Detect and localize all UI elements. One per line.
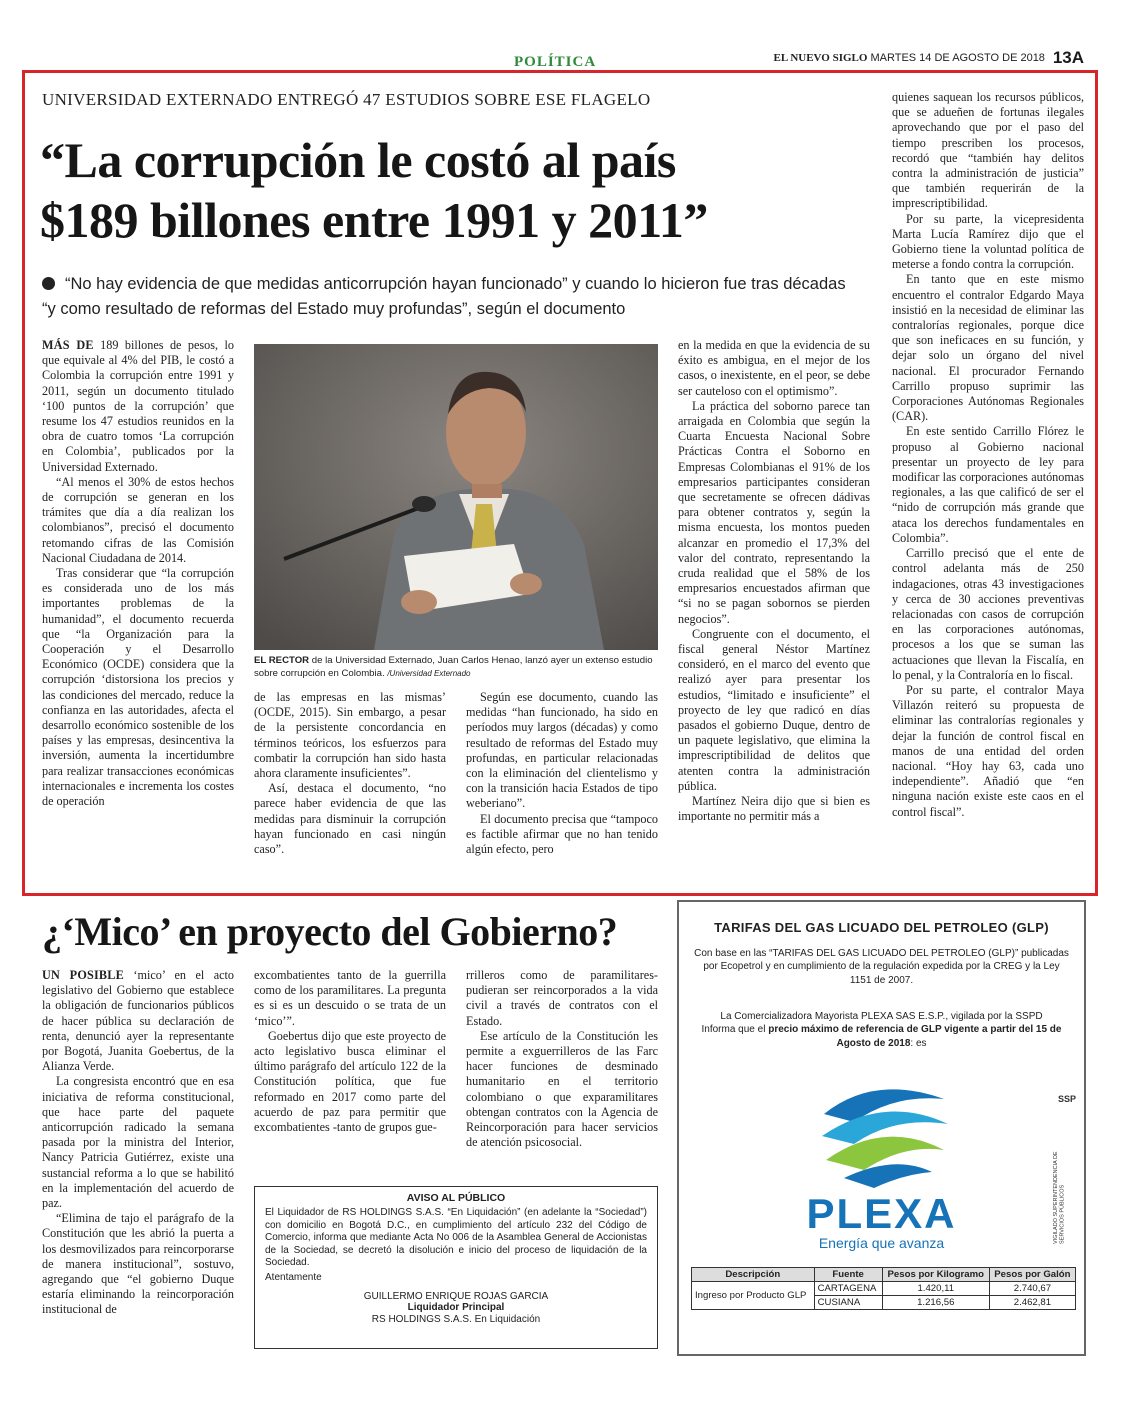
description-cell: Ingreso por Producto GLP — [692, 1282, 815, 1310]
speaker-illustration — [254, 344, 658, 650]
paragraph: Por su parte, el contralor Maya Villazón reiteró su propuesta de eliminar las contralorías regionales y dejar la función de control fiscal en manos de una entidad del orden nacional. “Hoy hay 63, cada uno independiente”. Añadió que “en ninguna nación existe este caos en el control fiscal”. — [892, 682, 1084, 819]
notice-title: AVISO AL PÚBLICO — [406, 1192, 506, 1204]
paragraph: quienes saquean los recursos públicos, que se adueñen de fortunas ilegales aprovechando que por el paso del tiempo prescriben los procesos, recordó que “también hay delitos contra la administración de justicia” que también requerirán de la imprescriptibilidad. — [892, 90, 1084, 211]
ad-info-line-1: La Comercializadora Mayorista PLEXA SAS E.S.P., vigilada por la SSPD — [720, 1011, 1043, 1022]
paragraph-text: 189 billones de pesos, lo que equivale al 4% del PIB, le costó a Colombia la corrupción entre 1991 y 2011, según un documento titulado ‘100 puntos de la corrupción’ que resume los 47 estudios reunidos en la obra de cuatro tomos ‘La corrupción en Colombia’, publicados por la Universidad Externado. — [42, 338, 234, 474]
story-deck — [42, 272, 852, 322]
price-kg-cell: 1.420,11 — [882, 1282, 989, 1296]
deck-text: “No hay evidencia de que medidas anticorrupción hayan funcionado” y cuando lo hicieron fue tras décadas “y como resultado de reformas del Estado muy profundas”, según el documento — [42, 275, 846, 318]
lead-column-4 — [678, 338, 870, 825]
bullet-icon — [42, 277, 55, 290]
secondary-headline: ¿‘Mico’ en proyecto del Gobierno? — [42, 909, 618, 954]
paragraph: El documento precisa que “tampoco es factible afirmar que no han tenido algún efecto, pero — [466, 811, 658, 857]
paragraph: Carrillo precisó que el ente de control adelanta más de 250 indagaciones, otras 43 investigaciones y cerca de 30 acciones preventivas relacionadas con casos de corrupción en las corporaciones autónomas, procesos a los que se suman las actuaciones que llevan la Fiscalía, en lo penal, y la Contraloría en lo fiscal. — [892, 546, 1084, 682]
source-cell: CARTAGENA — [814, 1282, 882, 1296]
ad-title: TARIFAS DEL GAS LICUADO DEL PETROLEO (GLP) — [714, 920, 1049, 935]
paragraph: La práctica del soborno parece tan arraigada en Colombia que según la Cuarta Encuesta Nacional Sobre Prácticas Contra el Soborno en Empresas Colombianas el 91% de los empresarios participantes consideran que secretamente se ofrecen dádivas para obtener contratos y, según la misma encuesta, los montos pueden alcanzar en promedio el 17,3% del valor del contrato, representando la cruda realidad que el 58% de los empresarios encuestados afirman que “si no se pagan sobornos se pierden negocios”. — [678, 398, 870, 626]
column-header: Pesos por Galón — [989, 1268, 1075, 1282]
paragraph: Congruente con el documento, el fiscal general Néstor Martínez consideró, en el marco del evento que realizó ayer para presentar los estudios, “limitado e insuficiente” el proyecto de ley que radicó en días pasados el gobierno Duque, dentro de un paquete legislativo, que elimina la imprescriptibilidad de delitos que atenten contra la administración pública. — [678, 626, 870, 793]
lead-in: UN POSIBLE — [42, 968, 124, 982]
plexa-logo-icon — [814, 1074, 954, 1192]
headline — [40, 130, 880, 250]
ad-info-line-2 — [693, 1023, 1070, 1050]
photo-credit: /Universidad Externado — [387, 668, 471, 678]
plexa-tagline: Energía que avanza — [818, 1235, 945, 1251]
mico-column-1 — [42, 968, 234, 1318]
paragraph: Goebertus dijo que este proyecto de acto legislativo busca eliminar el último parágrafo del artículo 122 de la Constitución política, que fue reformado en 2017 como parte del acuerdo de paz para permitir que excombatientes -tanto de grupos gue- — [254, 1028, 446, 1135]
signer-company: RS HOLDINGS S.A.S. En Liquidación — [371, 1313, 541, 1325]
ad-info-bold: precio máximo de referencia de GLP vigente a partir del 15 de Agosto de 2018 — [768, 1024, 1062, 1049]
paragraph: Por su parte, la vicepresidenta Marta Lucía Ramírez dijo que el Gobierno tiene la voluntad política de meterse a fondo contra la corrupción. — [892, 211, 1084, 272]
caption-text: de la Universidad Externado, Juan Carlos Henao, lanzó ayer un extenso estudio sobre corrupción en Colombia. — [254, 655, 653, 679]
column-header: Descripción — [692, 1268, 815, 1282]
glp-price-table — [691, 1267, 1076, 1310]
lead-column-5 — [892, 90, 1084, 820]
caption-lead: EL RECTOR — [254, 655, 310, 666]
notice-closing: Atentamente — [265, 1272, 322, 1284]
paragraph: en la medida en que la evidencia de su éxito es ambigua, en el mejor de los casos, o inexistente, en el peor, se debe ser cauteloso con el optimismo”. — [678, 338, 870, 398]
paragraph: En tanto que en este mismo encuentro el contralor Edgardo Maya insistió en la necesidad de eliminar las contralorías regionales, porque dice que son ineficaces en su función, y dejar solo un órgano del nivel nacional. El procurador Fernando Carrillo propuso suprimir las Corporaciones Autónomas Regionales (CAR). — [892, 272, 1084, 424]
ssp-vigilado-text: VIGILADO SUPERINTENDENCIA DE SERVICIOS PÚBLICOS — [1053, 1151, 1066, 1244]
paragraph: Tras considerar que “la corrupción es considerada uno de los más importantes problemas de la humanidad”, el documento recuerda que “la Organización para la Cooperación y el Desarrollo Económico (OCDE) considera que la corrupción ‘distorsiona los precios y las condiciones del mercado, reduce la confianza en las autoridades, afecta el desarrollo económico sostenible de los países y las empresas, desincentiva la inversión, aumenta la incertidumbre para realizar transacciones económicas internacionales e incrementa los costes de operación — [42, 566, 234, 809]
page-number: 13A — [1052, 48, 1084, 67]
paragraph — [42, 968, 234, 1074]
paragraph: Ese artículo de la Constitución les permite a exguerrilleros de las Farc hacer funciones de desminado humanitario en el territorio colombiano o que exparamilitares obtengan contratos con la Agencia de Reincorporación para hacer servicios de atención psicosocial. — [466, 1028, 658, 1150]
paragraph: rrilleros como de paramilitares- pudieran ser reincorporados a la vida civil a través de contratos con el Estado. — [466, 968, 658, 1028]
public-notice — [254, 1186, 658, 1349]
masthead — [774, 52, 1083, 64]
notice-signature — [265, 1291, 647, 1326]
price-kg-cell: 1.216,56 — [882, 1296, 989, 1310]
mico-column-3 — [466, 968, 658, 1150]
ad-info-text: Informa que el — [701, 1024, 766, 1036]
photo-caption — [254, 655, 658, 680]
paragraph: Según ese documento, cuando las medidas “han funcionado, ha sido en períodos muy largos (décadas) y como resultado de reformas del Estado muy profundas, en particular relacionadas con la eliminación del clientelismo y con la transición hacia Estados de tipo weberiano”. — [466, 690, 658, 811]
ssp-logo: SSP — [1057, 1094, 1076, 1104]
headline-line-1: “La corrupción le costó al país — [40, 132, 676, 188]
issue-date: MARTES 14 DE AGOSTO DE 2018 — [870, 52, 1045, 64]
story-kicker: UNIVERSIDAD EXTERNADO ENTREGÓ 47 ESTUDIOS SOBRE ESE FLAGELO — [42, 90, 651, 109]
paragraph: excombatientes tanto de la guerrilla como de los paramilitares. La pregunta es si es un descuido o se trata de un ‘mico’”. — [254, 968, 446, 1028]
notice-body: El Liquidador de RS HOLDINGS S.A.S. “En Liquidación” (en adelante la “Sociedad”) con domicilio en Bogotá D.C., en cumplimiento del artículo 232 del Código de Comercio, informa que mediante Acta No 006 de la Asamblea General de Accionistas de la Sociedad, se decretó la disolución e inicio del proceso de liquidación de la Sociedad. — [265, 1207, 647, 1269]
column-header: Pesos por Kilogramo — [882, 1268, 989, 1282]
paragraph: Martínez Neira dijo que si bien es importante no permitir más a — [678, 794, 870, 824]
paragraph: “Al menos el 30% de estos hechos de corrupción se generan en los trámites que día a día realizan los colombianos”, precisó el documento retomando cifras de las Comisión Nacional Ciudadana de 2014. — [42, 474, 234, 565]
paragraph: “Elimina de tajo el parágrafo de la Constitución que les abrió la puerta a los desmovilizados para reincorporarse de manera institucional”, sostuvo, agregando que “el gobierno Duque estaría eliminando la reincorporación institucional de — [42, 1211, 234, 1317]
signer-role: Liquidador Principal — [407, 1302, 505, 1314]
section-label: POLÍTICA — [514, 54, 597, 70]
paragraph: En este sentido Carrillo Flórez le propuso al Gobierno nacional presentar un proyecto de ley para modificar las corporaciones autónomas regionales, a las que calificó de ser el “nido de corrupción más grande que ataca los derechos fundamentales en Colombia”. — [892, 424, 1084, 545]
lead-in: MÁS DE — [42, 338, 94, 352]
source-cell: CUSIANA — [814, 1296, 882, 1310]
paragraph: de las empresas en las mismas’ (OCDE, 2015). Sin embargo, a pesar de la persistente concordancia en términos teóricos, los esfuerzos para combatir la corrupción han sido hasta ahora claramente insuficientes”. — [254, 690, 446, 781]
glp-advertisement — [677, 900, 1086, 1356]
lead-column-3 — [466, 690, 658, 857]
table-row — [692, 1282, 1076, 1296]
signer-name: GUILLERMO ENRIQUE ROJAS GARCIA — [363, 1290, 549, 1302]
price-gallon-cell: 2.740,67 — [989, 1282, 1075, 1296]
paragraph-text: ‘mico’ en el acto legislativo del Gobierno que establece la obligación de funcionarios públicos de hacer pública su declaración de renta, denunció ayer la representante por Bogotá, Juanita Goebertus, de la Alianza Verde. — [42, 968, 235, 1074]
column-header: Fuente — [814, 1268, 882, 1282]
headline-line-2: $189 billones entre 1991 y 2011” — [40, 192, 708, 248]
lead-column-2 — [254, 690, 446, 857]
lead-column-1 — [42, 338, 234, 809]
ad-intro: Con base en las “TARIFAS DEL GAS LICUADO DEL PETROLEO (GLP)” publicadas por Ecopetrol y en cumplimiento de la regulación expedida por la CREG y la Ley 1151 de 2007. — [694, 948, 1069, 986]
paragraph — [42, 338, 234, 475]
price-gallon-cell: 2.462,81 — [989, 1296, 1075, 1310]
newspaper-name: EL NUEVO SIGLO — [773, 52, 868, 64]
mico-column-2 — [254, 968, 446, 1135]
paragraph: Así, destaca el documento, “no parece haber evidencia de que las medidas para disminuir la corrupción hayan funcionado en casi ningún caso”. — [254, 781, 446, 857]
plexa-wordmark: PLEXA — [806, 1190, 957, 1237]
ad-info — [693, 1010, 1070, 1050]
paragraph: La congresista encontró que en esa iniciativa de reforma constitucional, que hace parte del paquete anticorrupción radicado la semana pasada por la ministra del Interior, Nancy Patricia Gutiérrez, existe una sustancial reforma a lo que se habilitó en la implementación del acuerdo de paz. — [42, 1074, 234, 1211]
rector-photo — [254, 344, 658, 650]
table-header-row — [692, 1268, 1076, 1282]
ad-info-end: : es — [910, 1037, 927, 1049]
